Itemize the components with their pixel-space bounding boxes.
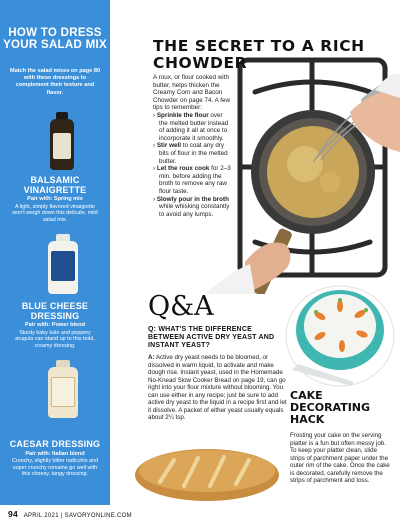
- chowder-body: [153, 74, 231, 218]
- product-pairing: Pair with: Italian blend: [25, 450, 85, 457]
- qa-answer-prefix: A:: [148, 354, 155, 361]
- page-footer: [8, 509, 132, 519]
- dressing-sidebar: [0, 0, 110, 505]
- product-name: BALSAMIC VINAIGRETTE: [23, 175, 87, 195]
- product-description: Sturdy baby kale and peppery arugula can stand up to this bold, creamy dressing.: [15, 329, 95, 349]
- cake-hack-text: Frosting your cake on the serving platter is a fun but often messy job. To keep your platter clean, slide strips of parchment paper under the outer rim of the cake. Once the cake is decorated, carefully remove the strips of parchment and toss.: [290, 432, 390, 484]
- cake-hack-title: CAKE DECORATING HACK: [290, 389, 371, 426]
- chowder-tips: [153, 112, 231, 218]
- qa-answer: [148, 354, 288, 422]
- tip-bold: Let the roux cook: [156, 165, 210, 173]
- tip-rest: over the melted butter instead of adding it all at once to incorporate it smoothly.: [159, 111, 229, 142]
- product-blue-cheese: [0, 302, 110, 349]
- qa-answer-text: Active dry yeast needs to be bloomed, or dissolved in warm liquid, to activate and make dough rise. Instant yeast, used in the Homemade No-Knead Slow Cooker Bread on page 19, can go right into your flour mixture without blooming. You can use either in any recipe; just be sure to add active dry yeast to the liquid in a recipe first and let it dissolve. A packet of either yeast usually equals about 2¼ tsp.: [148, 354, 287, 421]
- site-name: SAVORYONLINE.COM: [64, 513, 132, 519]
- qa-heading: Q&A: [148, 291, 214, 322]
- tip-rest: to coat any dry bits of flour in the melted butter.: [159, 142, 228, 165]
- product-description: A light, simply flavored vinaigrette won't weigh down this delicate, mild salad mix.: [12, 203, 98, 223]
- tip-bold: Stir well: [156, 142, 182, 150]
- sidebar-intro: Match the salad mixes on page 80 with these dressings to complement their texture and flavor.: [9, 68, 101, 96]
- chowder-tip: › Sprinkle the flour over the melted butter instead of adding it all at once to incorporate it smoothly.: [153, 111, 229, 142]
- chowder-tip: › Slowly pour in the broth while whisking constantly to avoid any lumps.: [153, 195, 230, 218]
- product-name: CAESAR DRESSING: [9, 439, 101, 449]
- product-pairing: Pair with: Power blend: [25, 322, 85, 328]
- product-caesar: [0, 440, 110, 478]
- caesar-bottle-image: [48, 360, 78, 418]
- page-number: 94: [8, 509, 19, 519]
- issue-date: APRIL 2021: [23, 513, 59, 519]
- blue-cheese-bottle-image: [48, 234, 78, 294]
- balsamic-bottle-image: [50, 112, 74, 170]
- chowder-intro: A roux, or flour cooked with butter, helps thicken the Creamy Corn and Bacon Chowder on page 74. A few tips to remember:: [153, 74, 231, 112]
- tip-bold: Slowly pour in the broth: [156, 195, 229, 203]
- chowder-tip: › Let the roux cook for 2–3 min. before adding the broth to remove any raw flour taste.: [153, 165, 231, 195]
- product-pairing: Pair with: Spring mix: [27, 196, 83, 202]
- product-balsamic: [0, 176, 110, 223]
- chowder-tip: › Stir well to coat any dry bits of flour in the melted butter.: [153, 142, 228, 165]
- cake-image: [282, 278, 400, 390]
- product-description: Crunchy, slightly bitter radicchio and super crunchy romaine go well with this cheesy, tangy dressing.: [11, 458, 99, 478]
- qa-question: Q: WHAT'S THE DIFFERENCE BETWEEN ACTIVE DRY YEAST AND INSTANT YEAST?: [148, 326, 275, 349]
- bread-loaf-image: [132, 442, 282, 504]
- tip-rest: for 2–3 min. before adding the broth to remove any raw flour taste.: [159, 165, 231, 195]
- chowder-headline: THE SECRET TO A RICH CHOWDER: [153, 37, 365, 72]
- footer-separator: |: [60, 513, 65, 519]
- tip-bold: Sprinkle the flour: [156, 111, 209, 119]
- tip-rest: while whisking constantly to avoid any lumps.: [159, 203, 230, 218]
- sidebar-title: HOW TO DRESS YOUR SALAD MIX: [3, 27, 107, 51]
- product-name: BLUE CHEESE DRESSING: [21, 301, 89, 321]
